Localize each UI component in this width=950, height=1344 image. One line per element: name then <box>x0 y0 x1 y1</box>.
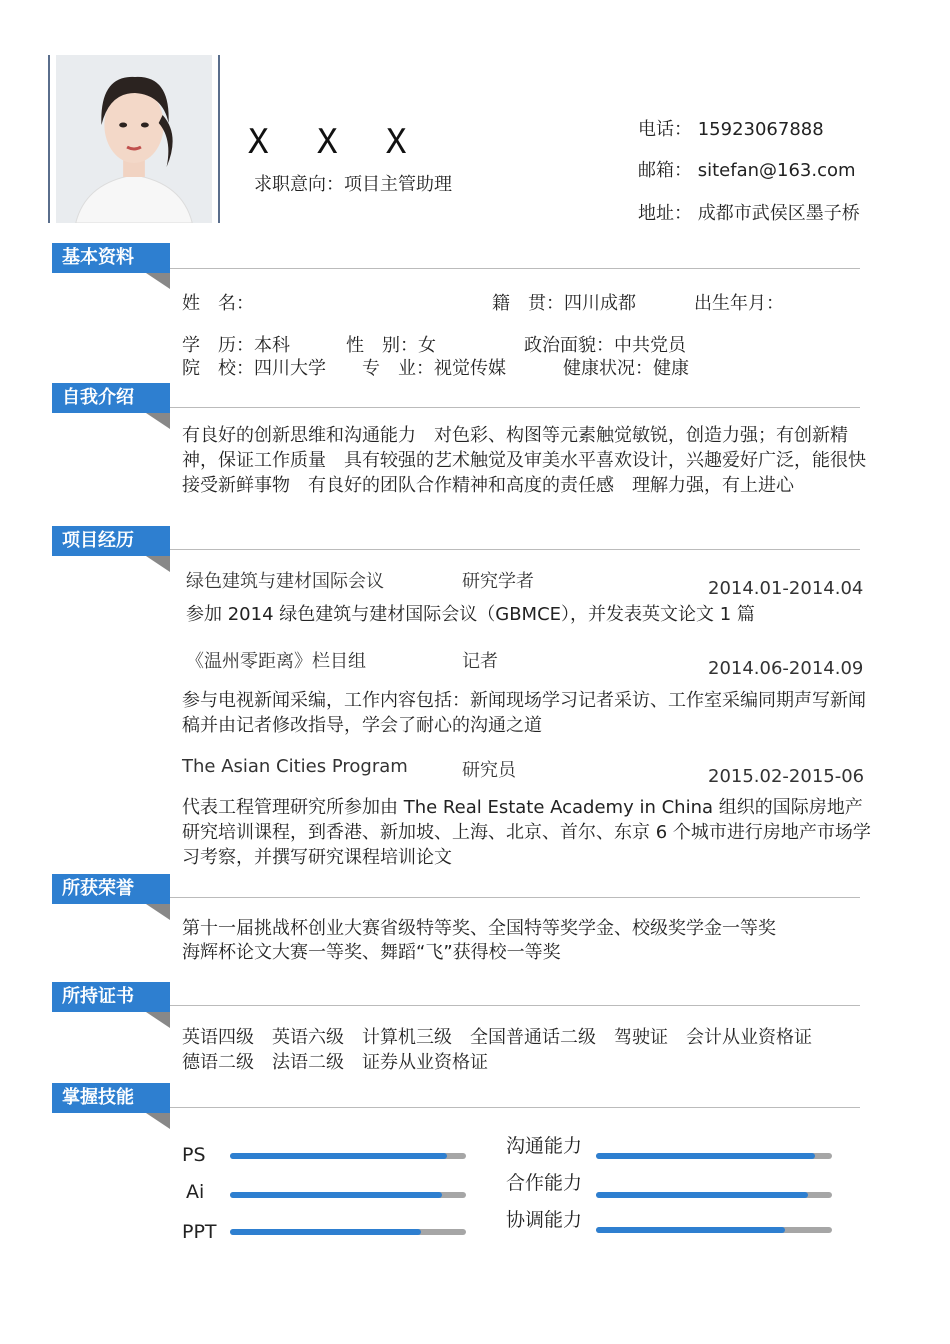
skill-bar-fill <box>596 1153 815 1159</box>
section-divider <box>170 1107 860 1108</box>
section-header-basic: 基本资料 <box>52 243 170 273</box>
honors-line: 第十一届挑战杯创业大赛省级特等奖、全国特等奖学金、校级奖学金一等奖 <box>182 918 776 939</box>
section-divider <box>170 1005 860 1006</box>
skill-label: 协调能力 <box>506 1209 583 1231</box>
contact-phone: 电话： 15923067888 <box>638 119 824 140</box>
skill-label: 合作能力 <box>506 1172 583 1194</box>
section-fold-decoration <box>146 273 170 289</box>
skill-bar-fill <box>596 1227 785 1233</box>
skill-bar-fill <box>596 1192 808 1198</box>
skill-label: PS <box>182 1144 206 1166</box>
project-org: 《温州零距离》栏目组 <box>186 651 366 672</box>
honors-line: 海辉杯论文大赛一等奖、舞蹈“飞”获得校一等奖 <box>182 942 561 963</box>
skill-bar-track <box>596 1192 832 1198</box>
contact-address: 地址： 成都市武侯区墨子桥 <box>638 203 860 224</box>
certs-line: 德语二级 法语二级 证券从业资格证 <box>182 1052 488 1073</box>
self-intro-text: 有良好的创新思维和沟通能力 对色彩、构图等元素触觉敏锐，创造力强；有创新精神，保证工作质量 具有较强的艺术触觉及审美水平喜欢设计，兴趣爱好广泛，能很快接受新鲜事物 有良好的团队合作精神和高度的责任感 理解力强，有上进心 <box>182 425 866 496</box>
basic-gender: 性 别：女 <box>346 335 436 356</box>
project-desc: 参加 2014 绿色建筑与建材国际会议（GBMCE），并发表英文论文 1 篇 <box>186 604 755 625</box>
basic-education: 学 历：本科 <box>182 335 290 356</box>
section-header-intro: 自我介绍 <box>52 383 170 413</box>
project-date: 2014.06-2014.09 <box>708 658 864 679</box>
section-divider <box>170 549 860 550</box>
skill-label: 沟通能力 <box>506 1135 583 1157</box>
section-fold-decoration <box>146 1113 170 1129</box>
certs-line: 英语四级 英语六级 计算机三级 全国普通话二级 驾驶证 会计从业资格证 <box>182 1027 812 1048</box>
portrait-illustration <box>56 55 212 223</box>
basic-political: 政治面貌：中共党员 <box>524 335 686 356</box>
project-role: 研究员 <box>462 760 516 781</box>
section-header-skills: 掌握技能 <box>52 1083 170 1113</box>
basic-major: 专 业：视觉传媒 <box>362 358 506 379</box>
profile-photo <box>56 55 212 223</box>
section-header-projects: 项目经历 <box>52 526 170 556</box>
contact-email: 邮箱： sitefan@163.com <box>638 160 856 181</box>
basic-origin: 籍 贯：四川成都 <box>492 293 636 314</box>
skill-bar-track <box>230 1153 466 1159</box>
project-org: 绿色建筑与建材国际会议 <box>186 571 384 592</box>
skill-bar-track <box>230 1192 466 1198</box>
project-desc: 参与电视新闻采编，工作内容包括：新闻现场学习记者采访、工作室采编同期声写新闻稿并由记者修改指导，学会了耐心的沟通之道 <box>182 690 866 736</box>
basic-name: 姓 名： <box>182 293 254 314</box>
basic-birth: 出生年月： <box>694 293 784 314</box>
section-fold-decoration <box>146 556 170 572</box>
profile-photo-frame <box>48 55 220 223</box>
section-divider <box>170 268 860 269</box>
basic-school: 院 校：四川大学 <box>182 358 326 379</box>
project-role: 记者 <box>462 651 498 672</box>
section-fold-decoration <box>146 904 170 920</box>
skill-bar-track <box>230 1229 466 1235</box>
applicant-name: X X X <box>248 122 421 162</box>
section-divider <box>170 407 860 408</box>
skill-bar-fill <box>230 1192 442 1198</box>
section-header-certs: 所持证书 <box>52 982 170 1012</box>
job-objective: 求职意向：项目主管助理 <box>254 174 452 195</box>
project-date: 2015.02-2015-06 <box>708 766 865 787</box>
skill-bar-fill <box>230 1153 447 1159</box>
project-role: 研究学者 <box>462 571 534 592</box>
section-fold-decoration <box>146 413 170 429</box>
skill-label: PPT <box>182 1221 217 1243</box>
skill-bar-fill <box>230 1229 421 1235</box>
section-divider <box>170 897 860 898</box>
section-fold-decoration <box>146 1012 170 1028</box>
project-desc: 代表工程管理研究所参加由 The Real Estate Academy in China 组织的国际房地产研究培训课程，到香港、新加坡、上海、北京、首尔、东京 6 个城市进行房地产市场学习考察，并撰写研究课程培训论文 <box>182 797 871 868</box>
skill-label: Ai <box>186 1181 205 1203</box>
skill-bar-track <box>596 1153 832 1159</box>
basic-health: 健康状况：健康 <box>563 358 689 379</box>
skill-bar-track <box>596 1227 832 1233</box>
project-org: The Asian Cities Program <box>182 756 408 777</box>
project-date: 2014.01-2014.04 <box>708 578 864 599</box>
section-header-honors: 所获荣誉 <box>52 874 170 904</box>
